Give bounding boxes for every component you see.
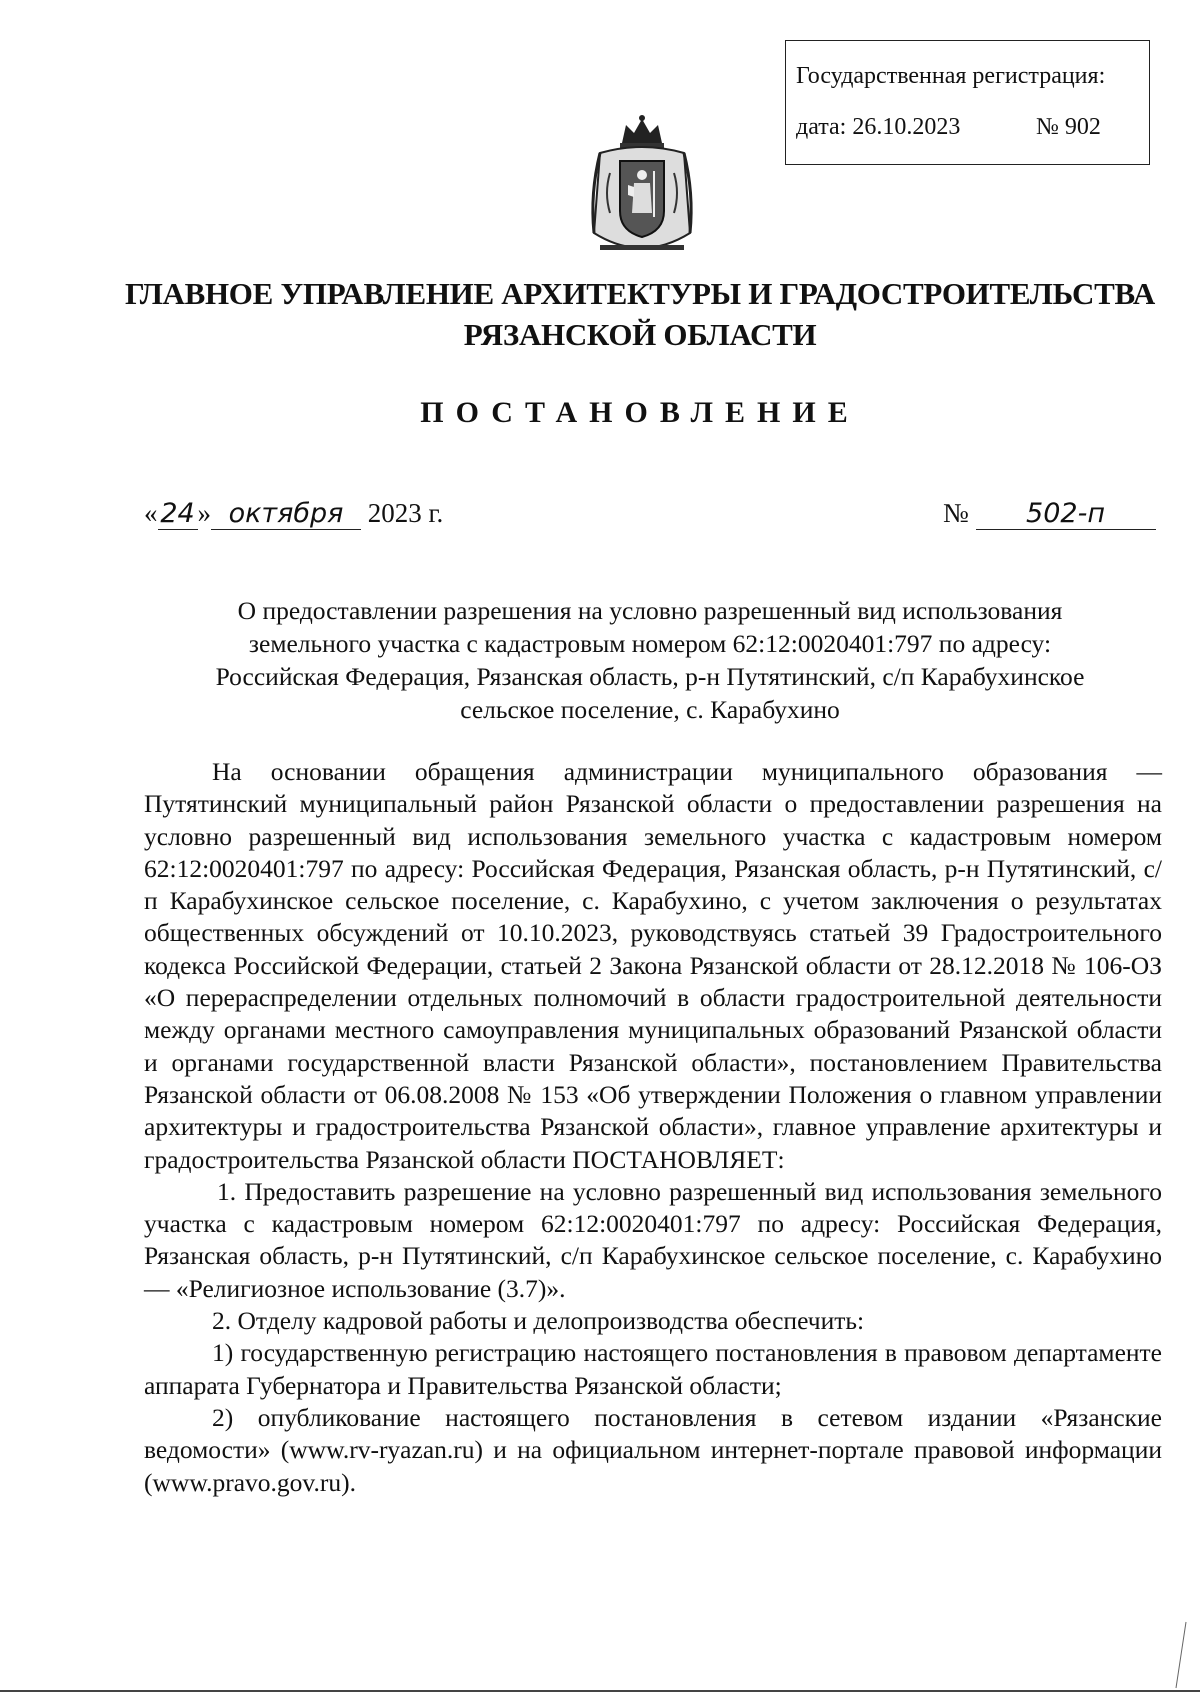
item-2-paragraph: 2. Отделу кадровой работы и делопроизводства обеспечить: (212, 1306, 865, 1336)
document-subject (140, 594, 1160, 726)
scan-bottom-edge (0, 1690, 1200, 1692)
subject-line3: Российская Федерация, Рязанская область, р-н Путятинский, с/п Карабухинское (215, 662, 1085, 691)
date-close-quote: » (197, 498, 211, 528)
scan-corner-mark (1150, 1620, 1190, 1690)
organization-title-line2: РЯЗАНСКОЙ ОБЛАСТИ (463, 317, 817, 352)
preamble-paragraph: На основании обращения администрации муниципального образования — Путятинский муниципальный район Рязанской области о предоставлении разрешения на условно разрешенный вид использования земельного участка с кадастровым номером 62:12:0020401:797 по адресу: Российская Федерация, Рязанская область, р-н Путятинский, с/п Карабухинское сельское поселение, с. Карабухино, с учетом заключения о результатах общественных обсуждений от 10.10.2023, руководствуясь статьей 39 Градостроительного кодекса Российской Федерации, статьей 2 Закона Рязанской области от 28.12.2018 № 106-ОЗ «О перераспределении отдельных полномочий в области градостроительной деятельности между органами местного самоуправления муниципальных образований Рязанской области и органами государственной власти Рязанской области», постановлением Правительства Рязанской области от 06.08.2008 № 153 «Об утверждении Положения о главном управлении архитектуры и градостроительства Рязанской области», главное управление архитектуры и градостроительства Рязанской области ПОСТАНОВЛЯЕТ: (144, 757, 1162, 1174)
number-prefix: № (943, 498, 969, 528)
document-body (144, 756, 1162, 1499)
organization-title-line1: ГЛАВНОЕ УПРАВЛЕНИЕ АРХИТЕКТУРЫ И ГРАДОСТРОИТЕЛЬСТВА (124, 276, 1155, 311)
subject-line1: О предоставлении разрешения на условно разрешенный вид использования (237, 596, 1063, 625)
number-value: 502-п (976, 499, 1156, 530)
document-type: ПОСТАНОВЛЕНИЕ (420, 396, 860, 429)
date-year: 2023 г. (367, 498, 444, 528)
ryazan-coat-of-arms-icon (580, 113, 704, 263)
date-month: октября (211, 499, 361, 530)
document-number (943, 498, 1156, 530)
registration-stamp (785, 40, 1150, 165)
subject-line2: земельного участка с кадастровым номером 62:12:0020401:797 по адресу: (248, 629, 1052, 658)
item-2-2-paragraph: 2) опубликование настоящего постановления в сетевом издании «Рязанские ведомости» (www.rv-ryazan.ru) и на официальном интернет-портале правовой информации (www.pravo.gov.ru). (144, 1402, 1162, 1497)
document-date (144, 498, 443, 530)
registration-number: № 902 (1036, 114, 1101, 140)
registration-title: Государственная регистрация: (796, 63, 1106, 89)
registration-date: дата: 26.10.2023 (796, 114, 961, 140)
date-day: 24 (158, 499, 198, 530)
item-2-1-paragraph: 1) государственную регистрацию настоящего постановления в правовом департаменте аппарата Губернатора и Правительства Рязанской области; (144, 1338, 1162, 1400)
date-open-quote: « (144, 498, 158, 528)
subject-line4: сельское поселение, с. Карабухино (460, 695, 840, 724)
organization-title (110, 273, 1170, 355)
item-1-paragraph: 1. Предоставить разрешение на условно разрешенный вид использования земельного участка с кадастровым номером 62:12:0020401:797 по адресу: Российская Федерация, Рязанская область, р-н Путятинский, с/п Карабухинское сельское поселение, с. Карабухино — «Религиозное использование (3.7)». (144, 1176, 1162, 1303)
